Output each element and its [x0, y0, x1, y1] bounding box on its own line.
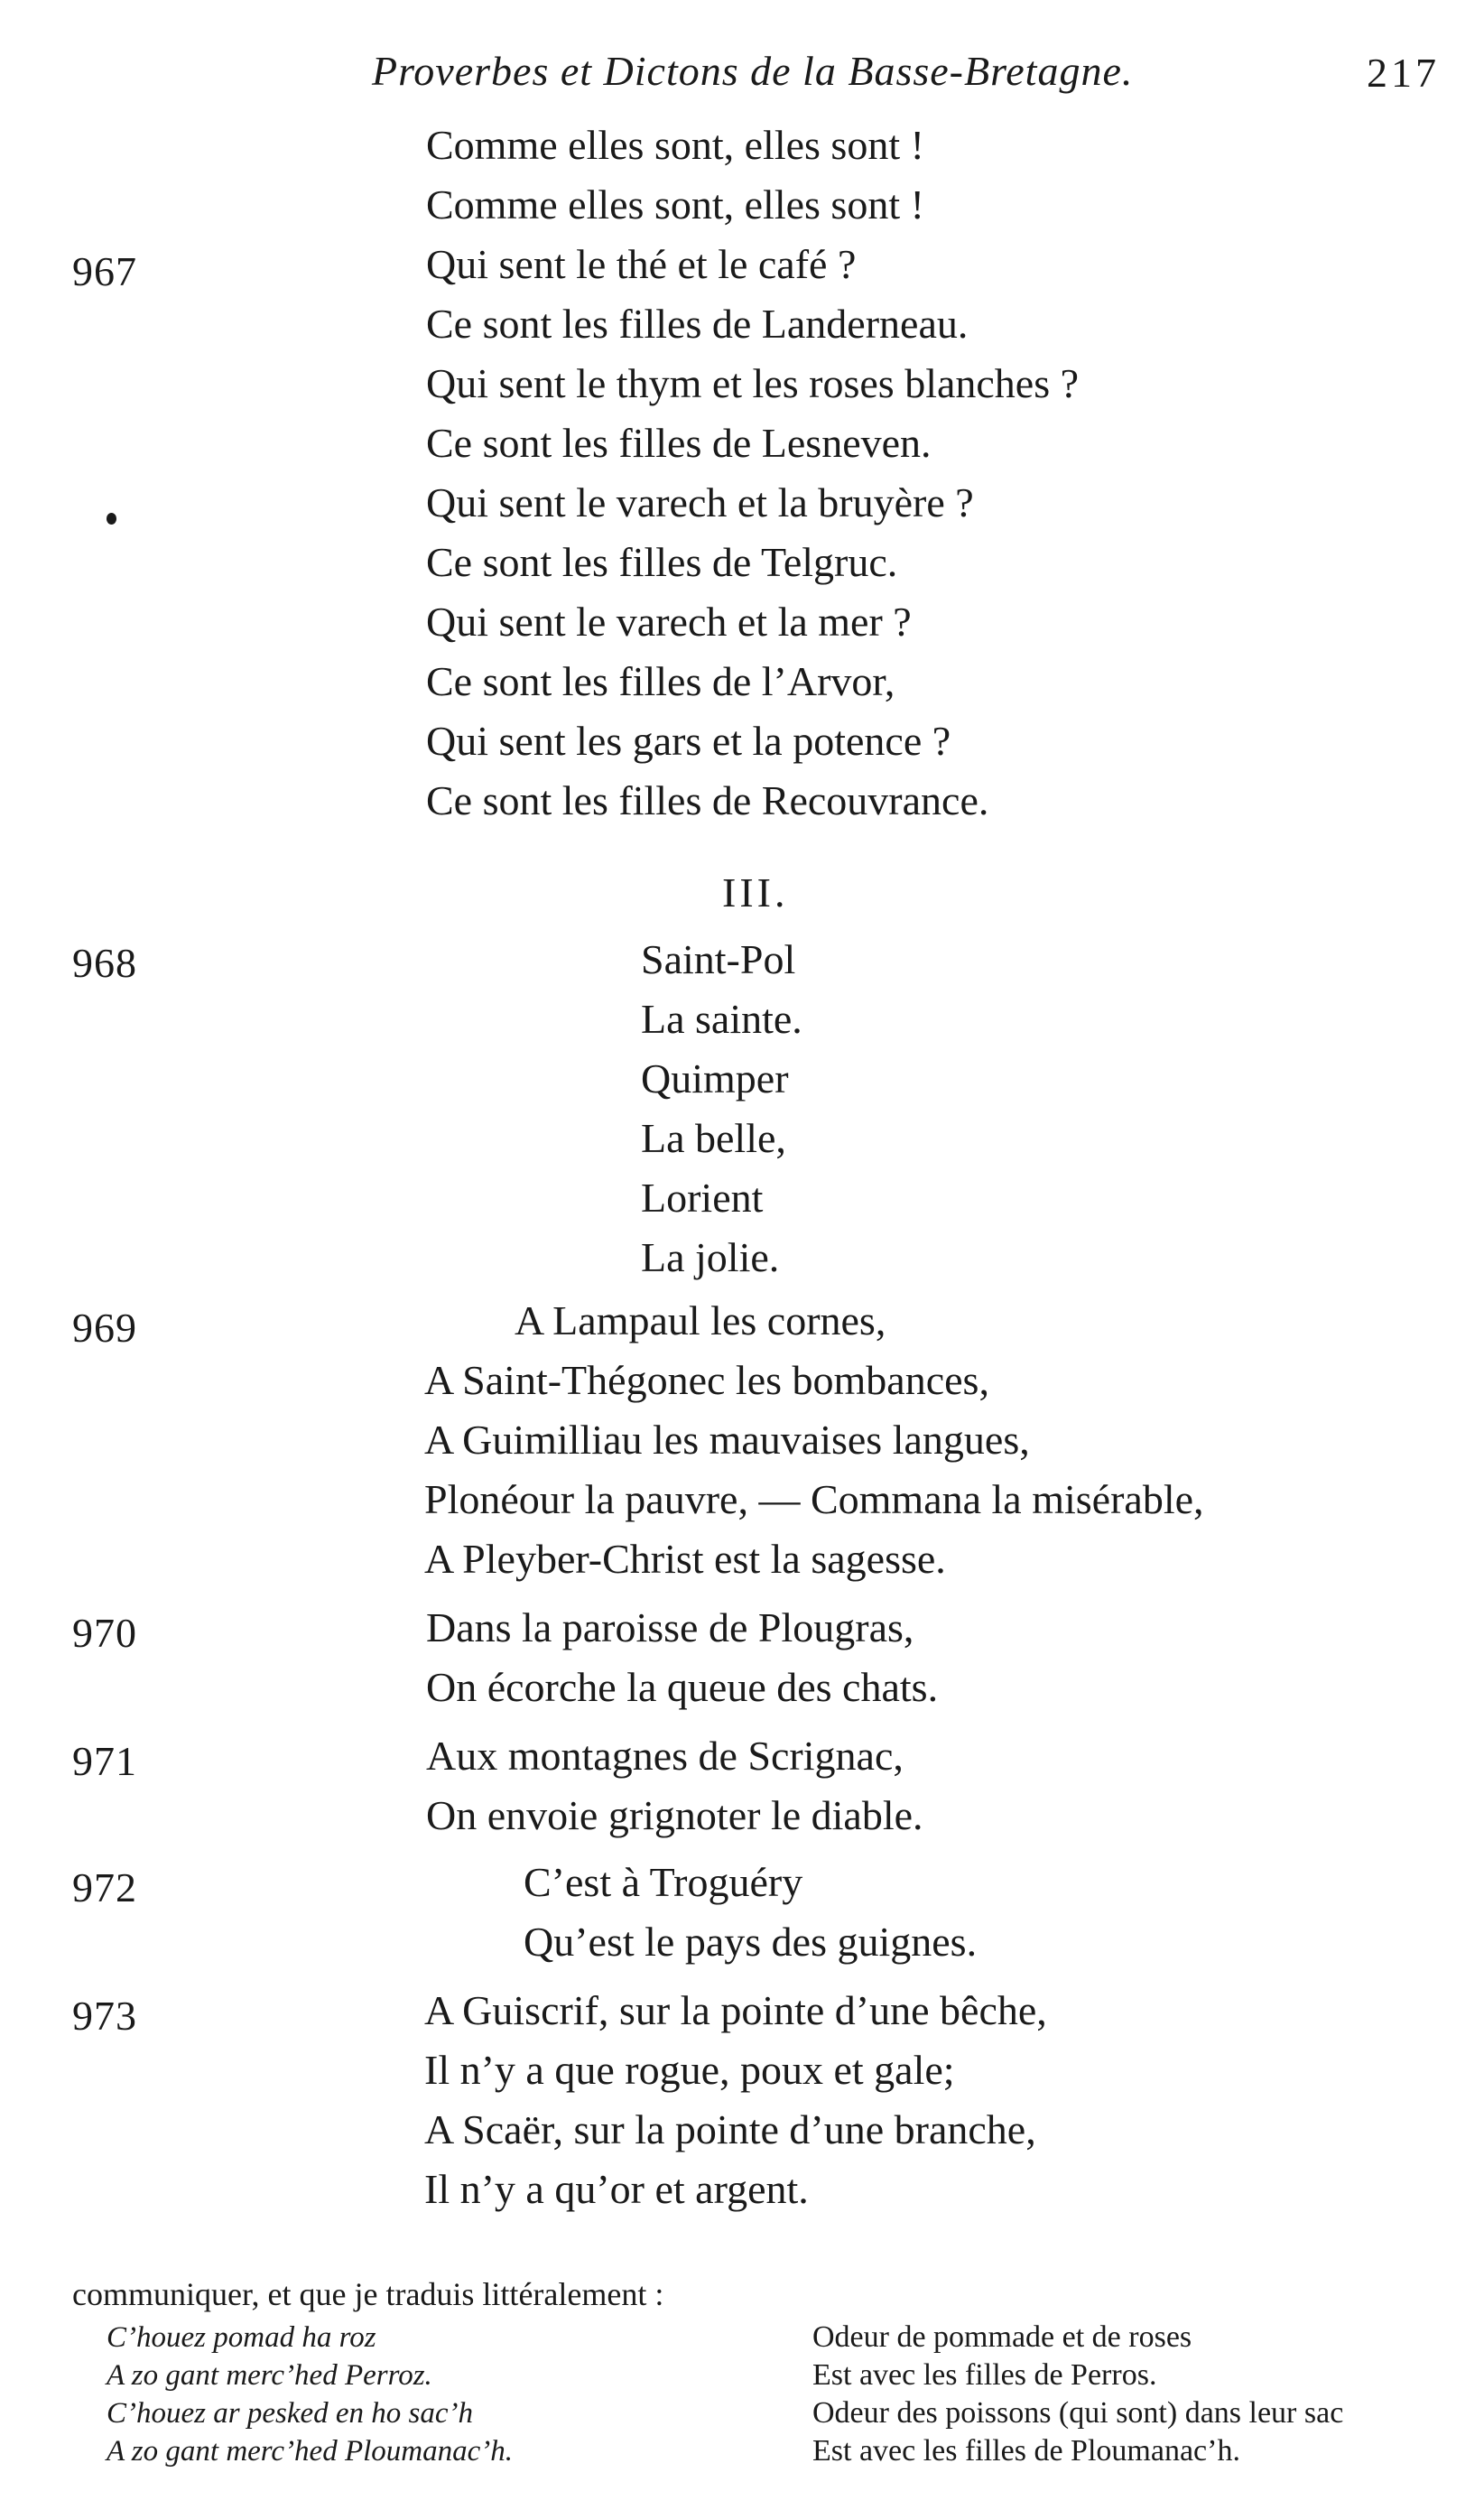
page-number: 217 [1367, 50, 1440, 96]
proverb-number-972: 972 [72, 1864, 137, 1910]
verse-line: Qui sent les gars et la potence ? [426, 718, 951, 764]
verse-line: C’est à Troguéry [524, 1859, 803, 1905]
footnote-line: A zo gant merc’hed Ploumanac’h. [107, 2435, 513, 2468]
verse-line: Aux montagnes de Scrignac, [426, 1733, 904, 1779]
verse-line: A Lampaul les cornes, [515, 1297, 886, 1343]
verse-966-end [426, 116, 924, 235]
proverb-number-971: 971 [72, 1738, 137, 1784]
proverb-967 [426, 235, 1079, 831]
verse-line: Qui sent le varech et la mer ? [426, 599, 912, 645]
proverb-969 [424, 1291, 1204, 1589]
verse-line: Saint-Pol [641, 936, 796, 982]
verse-line: La jolie. [641, 1234, 780, 1280]
margin-dot [107, 513, 116, 525]
verse-line: A Scaër, sur la pointe d’une branche, [424, 2106, 1036, 2152]
verse-line: Qui sent le thym et les roses blanches ? [426, 360, 1080, 406]
proverb-number-968: 968 [72, 940, 137, 986]
verse-line: On écorche la queue des chats. [426, 1664, 939, 1710]
proverb-971 [426, 1726, 923, 1845]
footnote-line: C’houez ar pesked en ho sac’h [107, 2397, 473, 2430]
proverb-970 [426, 1598, 938, 1717]
verse-line: A Guimilliau les mauvaises langues, [424, 1417, 1030, 1463]
verse-line: Qu’est le pays des guignes. [524, 1919, 978, 1965]
verse-line: Il n’y a que rogue, poux et gale; [424, 2047, 955, 2093]
footnote-line: Odeur des poissons (qui sont) dans leur sac [812, 2396, 1344, 2430]
verse-line: La belle, [641, 1115, 786, 1161]
section-heading: III. [722, 869, 789, 916]
verse-line: Lorient [641, 1175, 764, 1221]
footnote-line: Est avec les filles de Perros. [812, 2358, 1157, 2392]
verse-line: Comme elles sont, elles sont ! [426, 181, 924, 228]
verse-line: A Guiscrif, sur la pointe d’une bêche, [424, 1987, 1047, 2033]
proverb-number-973: 973 [72, 1993, 137, 2039]
footnote-line: Odeur de pommade et de roses [812, 2320, 1192, 2354]
footnote-line: C’houez pomad ha roz [107, 2321, 376, 2354]
verse-line: A Saint-Thégonec les bombances, [424, 1357, 989, 1403]
proverb-number-969: 969 [72, 1305, 137, 1351]
proverb-972 [524, 1853, 977, 1972]
verse-line: Ce sont les filles de Lesneven. [426, 420, 932, 466]
verse-line: Plonéour la pauvre, — Commana la misérable, [424, 1476, 1204, 1522]
verse-line: Quimper [641, 1055, 789, 1101]
verse-line: Ce sont les filles de Recouvrance. [426, 777, 989, 823]
footnote-line: A zo gant merc’hed Perroz. [107, 2359, 432, 2392]
footnote-line: Est avec les filles de Ploumanac’h. [812, 2434, 1240, 2468]
verse-line: A Pleyber-Christ est la sagesse. [424, 1536, 946, 1582]
verse-line: Ce sont les filles de l’Arvor, [426, 658, 895, 704]
running-header: Proverbes et Dictons de la Basse-Bretagne. [372, 48, 1134, 94]
footnote-french-translation [812, 2319, 1343, 2470]
verse-line: Dans la paroisse de Plougras, [426, 1604, 914, 1650]
verse-line: La sainte. [641, 996, 802, 1042]
proverb-number-970: 970 [72, 1610, 137, 1656]
verse-line: Ce sont les filles de Telgruc. [426, 539, 898, 585]
proverb-968 [641, 930, 802, 1287]
proverb-973 [424, 1981, 1047, 2219]
verse-line: Qui sent le varech et la bruyère ? [426, 479, 974, 525]
proverb-number-967: 967 [72, 248, 137, 294]
footnote-intro: communiquer, et que je traduis littéralement : [72, 2276, 664, 2312]
verse-line: Ce sont les filles de Landerneau. [426, 301, 969, 347]
verse-line: Il n’y a qu’or et argent. [424, 2166, 809, 2212]
verse-line: Qui sent le thé et le café ? [426, 241, 857, 287]
verse-line: Comme elles sont, elles sont ! [426, 122, 924, 168]
footnote-breton-text [107, 2319, 513, 2470]
verse-line: On envoie grignoter le diable. [426, 1792, 923, 1838]
